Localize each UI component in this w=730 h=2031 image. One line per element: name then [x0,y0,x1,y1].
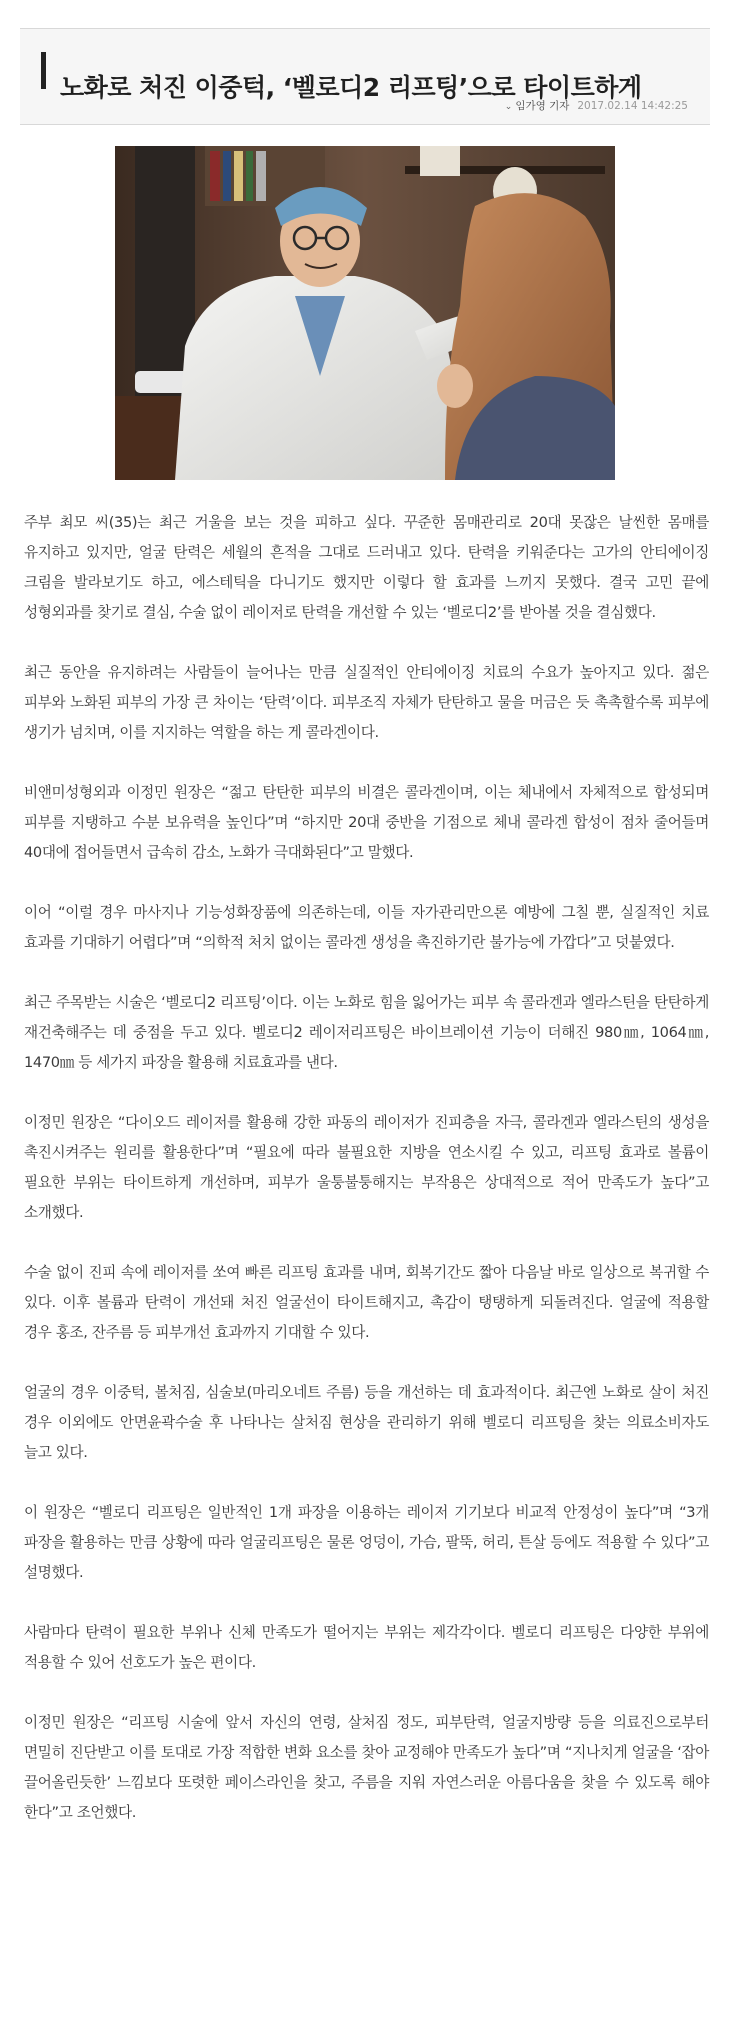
paragraph: 최근 주목받는 시술은 ‘벨로디2 리프팅’이다. 이는 노화로 힘을 잃어가는 피부 속 콜라겐과 엘라스틴을 탄탄하게 재건축해주는 데 중점을 두고 있다. 벨로디2 레이저리프팅은 바이브레이션 기능이 더해진 980㎚, 1064㎚, 1470㎚ 등 세가지 파장을 활용해 치료효과를 낸다. [24,994,709,1071]
article-header [20,29,710,124]
paragraph: 얼굴의 경우 이중턱, 볼처짐, 심술보(마리오네트 주름) 등을 개선하는 데 효과적이다. 최근엔 노화로 살이 처진 경우 이외에도 안면윤곽수술 후 나타나는 살처짐 현상을 관리하기 위해 벨로디 리프팅을 찾는 의료소비자도 늘고 있다. [24,1384,709,1461]
article-body [24,508,709,1858]
paragraph: 이정민 원장은 “리프팅 시술에 앞서 자신의 연령, 살처짐 정도, 피부탄력, 얼굴지방량 등을 의료진으로부터 면밀히 진단받고 이를 토대로 가장 적합한 변화 요소를 찾아 교정해야 만족도가 높다”며 “지나치게 얼굴을 ‘잡아 끌어올린듯한’ 느낌보다 또렷한 페이스라인을 찾고, 주름을 지워 자연스러운 아름다움을 찾을 수 있도록 해야 한다”고 조언했다. [24,1714,709,1821]
publish-datetime: 2017.02.14 14:42:25 [577,100,688,112]
chevron-down-icon[interactable]: ⌄ [504,102,513,112]
byline [505,98,688,115]
title-accent-bar [41,52,46,89]
paragraph: 주부 최모 씨(35)는 최근 거울을 보는 것을 피하고 싶다. 꾸준한 몸매관리로 20대 못잖은 날씬한 몸매를 유지하고 있지만, 얼굴 탄력은 세월의 흔적을 그대로 드러내고 있다. 탄력을 키워준다는 고가의 안티에이징 크림을 발라보기도 하고, 에스테틱을 다니기도 했지만 이렇다 할 효과를 느끼지 못했다. 결국 고민 끝에 성형외과를 찾기로 결심, 수술 없이 레이저로 탄력을 개선할 수 있는 ‘벨로디2’를 받아볼 것을 결심했다. [24,514,709,621]
author-name[interactable]: 임가영 기자 [515,100,570,112]
paragraph: 이어 “이럴 경우 마사지나 기능성화장품에 의존하는데, 이들 자가관리만으론 예방에 그칠 뿐, 실질적인 치료 효과를 기대하기 어렵다”며 “의학적 처치 없이는 콜라겐 생성을 촉진하기란 불가능에 가깝다”고 덧붙였다. [24,904,709,951]
paragraph: 비앤미성형외과 이정민 원장은 “젊고 탄탄한 피부의 비결은 콜라겐이며, 이는 체내에서 자체적으로 합성되며 피부를 지탱하고 수분 보유력을 높인다”며 “하지만 20대 중반을 기점으로 체내 콜라겐 합성이 점차 줄어들며 40대에 접어들면서 급속히 감소, 노화가 극대화된다”고 말했다. [24,784,709,861]
header-bottom-divider [20,124,710,125]
paragraph: 이정민 원장은 “다이오드 레이저를 활용해 강한 파동의 레이저가 진피층을 자극, 콜라겐과 엘라스틴의 생성을 촉진시켜주는 원리를 활용한다”며 “필요에 따라 불필요한 지방을 연소시킬 수 있고, 리프팅 효과로 볼륨이 필요한 부위는 타이트하게 개선하며, 피부가 울퉁불퉁해지는 부작용은 상대적으로 적어 만족도가 높다”고 소개했다. [24,1114,709,1221]
article-photo [115,146,615,480]
article-title: 노화로 처진 이중턱, ‘벨로디2 리프팅’으로 타이트하게 [60,72,642,102]
paragraph: 이 원장은 “벨로디 리프팅은 일반적인 1개 파장을 이용하는 레이저 기기보다 비교적 안정성이 높다”며 “3개 파장을 활용하는 만큼 상황에 따라 얼굴리프팅은 물론 엉덩이, 가슴, 팔뚝, 허리, 튼살 등에도 적용할 수 있다”고 설명했다. [24,1504,709,1581]
paragraph: 사람마다 탄력이 필요한 부위나 신체 만족도가 떨어지는 부위는 제각각이다. 벨로디 리프팅은 다양한 부위에 적용할 수 있어 선호도가 높은 편이다. [24,1624,709,1671]
paragraph: 수술 없이 진피 속에 레이저를 쏘여 빠른 리프팅 효과를 내며, 회복기간도 짧아 다음날 바로 일상으로 복귀할 수 있다. 이후 볼륨과 탄력이 개선돼 처진 얼굴선이 타이트해지고, 촉감이 탱탱하게 되돌려진다. 얼굴에 적용할 경우 홍조, 잔주름 등 피부개선 효과까지 기대할 수 있다. [24,1264,709,1341]
paragraph: 최근 동안을 유지하려는 사람들이 늘어나는 만큼 실질적인 안티에이징 치료의 수요가 높아지고 있다. 젊은 피부와 노화된 피부의 가장 큰 차이는 ‘탄력’이다. 피부조직 자체가 탄탄하고 물을 머금은 듯 촉촉할수록 피부에 생기가 넘치며, 이를 지지하는 역할을 하는 게 콜라겐이다. [24,664,709,741]
